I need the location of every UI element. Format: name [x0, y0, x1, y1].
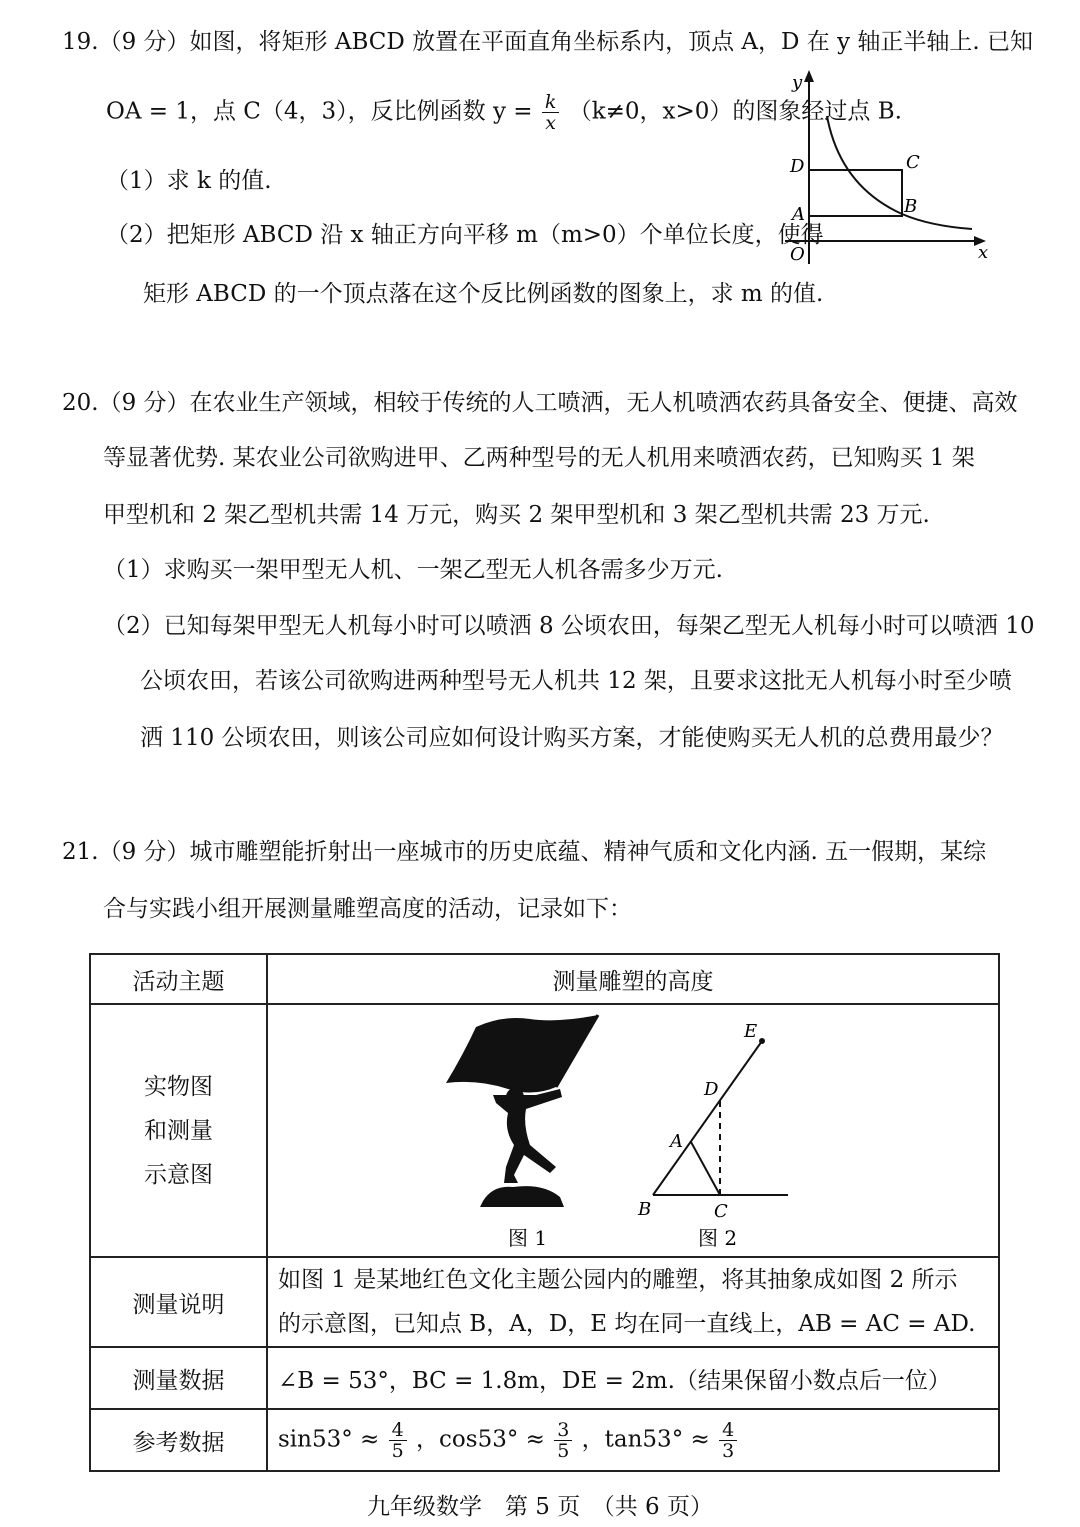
q20-sub1: （1）求购买一架甲型无人机、一架乙型无人机各需多少万元. [103, 557, 723, 583]
ref-cos-fraction [554, 1420, 572, 1461]
ref-sin-den: 5 [391, 1439, 404, 1462]
q20-stem-line1: 20.（9 分）在农业生产领域，相较于传统的人工喷洒，无人机喷洒农药具备安全、便捷、高效 [62, 390, 1018, 416]
ref-cos-den: 5 [557, 1439, 570, 1462]
table-row-reference [90, 1409, 999, 1471]
fig1-caption: 图 1 [508, 1226, 548, 1250]
q19-stem-line2-post: （k≠0，x>0）的图象经过点 B. [568, 98, 902, 125]
label-y: y [792, 72, 803, 93]
theme-label: 活动主题 [90, 954, 267, 1004]
inverse-function-curve [827, 116, 972, 229]
data-value: ∠B = 53°，BC = 1.8m，DE = 2m.（结果保留小数点后一位） [267, 1347, 999, 1409]
q19-stem-line2-pre: OA = 1，点 C（4，3），反比例函数 y = [106, 98, 533, 125]
reference-value [267, 1409, 999, 1471]
ref-cos-num: 3 [554, 1420, 572, 1441]
q19-sub1: （1）求 k 的值. [106, 168, 272, 194]
q19-frac-den: x [545, 112, 556, 134]
ref-cos: ，cos53° ≈ [416, 1426, 545, 1452]
ref-sin-fraction [389, 1420, 407, 1461]
ref-sin: sin53° ≈ [278, 1426, 380, 1452]
q20-stem-line2: 等显著优势. 某农业公司欲购进甲、乙两种型号的无人机用来喷洒农药，已知购买 1 架 [103, 445, 975, 471]
q21-stem-line2: 合与实践小组开展测量雕塑高度的活动，记录如下： [103, 896, 632, 922]
q20-stem-line3: 甲型机和 2 架乙型机共需 14 万元，购买 2 架甲型机和 3 架乙型机共需 23 万元. [103, 502, 930, 528]
activity-record-table [89, 953, 1000, 1472]
ref-tan-den: 3 [722, 1439, 735, 1462]
q20-sub2-a: （2）已知每架甲型无人机每小时可以喷洒 8 公顷农田，每架乙型无人机每小时可以喷洒 10 [103, 613, 1035, 639]
explanation-line2: 的示意图，已知点 B，A，D，E 均在同一直线上，AB = AC = AD. [278, 1311, 976, 1337]
q19-sub2-b: 矩形 ABCD 的一个顶点落在这个反比例函数的图象上，求 m 的值. [143, 281, 824, 307]
fig2-caption: 图 2 [698, 1226, 738, 1250]
table-row-figures [90, 1004, 999, 1257]
fig2-label-c: C [714, 1201, 728, 1222]
ref-tan-fraction [719, 1420, 737, 1461]
table-row-theme [90, 954, 999, 1004]
ref-tan: ，tan53° ≈ [581, 1426, 710, 1452]
q19-coordinate-figure [780, 66, 1000, 266]
explanation-value [267, 1257, 999, 1347]
sculpture-silhouette-image [446, 1015, 598, 1207]
table-row-data [90, 1347, 999, 1409]
rectangle-abcd [809, 170, 902, 216]
fig2-label-d: D [704, 1079, 719, 1100]
figures-svg [268, 1005, 998, 1256]
explanation-line1: 如图 1 是某地红色文化主题公园内的雕塑，将其抽象成如图 2 所示 [278, 1267, 958, 1293]
figures-label-line3: 示意图 [144, 1161, 213, 1188]
table-row-explanation [90, 1257, 999, 1347]
q19-stem-line1: 19.（9 分）如图，将矩形 ABCD 放置在平面直角坐标系内，顶点 A，D 在 y 轴正半轴上. 已知 [62, 29, 1034, 55]
figures-cell [267, 1004, 999, 1257]
label-c: C [906, 152, 920, 173]
q19-inverse-fraction [542, 92, 560, 133]
figures-label-line1: 实物图 [144, 1073, 213, 1100]
ref-sin-num: 4 [389, 1420, 407, 1441]
ref-tan-num: 4 [719, 1420, 737, 1441]
label-x: x [978, 242, 989, 263]
data-label: 测量数据 [90, 1347, 267, 1409]
label-o: O [790, 244, 805, 265]
segment-ac [691, 1142, 720, 1195]
q19-frac-num: k [542, 92, 560, 113]
figures-label-line2: 和测量 [144, 1117, 213, 1144]
label-b: B [904, 196, 918, 217]
q20-sub2-b: 公顷农田，若该公司欲购进两种型号无人机共 12 架，且要求这批无人机每小时至少喷 [140, 668, 1012, 694]
fig2-label-b: B [638, 1199, 652, 1220]
label-a: A [792, 204, 805, 225]
reference-label: 参考数据 [90, 1409, 267, 1471]
label-d: D [790, 156, 805, 177]
fig2-label-a: A [670, 1131, 683, 1152]
theme-value: 测量雕塑的高度 [267, 954, 999, 1004]
q19-sub2-a: （2）把矩形 ABCD 沿 x 轴正方向平移 m（m>0）个单位长度，使得 [106, 222, 824, 248]
fig2-label-e: E [744, 1021, 758, 1042]
y-axis-arrow-icon [804, 70, 814, 82]
page-footer: 九年级数学 第 5 页 （共 6 页） [366, 1494, 713, 1520]
q20-sub2-c: 洒 110 公顷农田，则该公司应如何设计购买方案，才能使购买无人机的总费用最少？ [140, 725, 1004, 751]
point-e [759, 1038, 765, 1044]
explanation-label: 测量说明 [90, 1257, 267, 1347]
figures-label [90, 1004, 267, 1257]
q21-stem-line1: 21.（9 分）城市雕塑能折射出一座城市的历史底蕴、精神气质和文化内涵. 五一假期，某综 [62, 839, 987, 865]
